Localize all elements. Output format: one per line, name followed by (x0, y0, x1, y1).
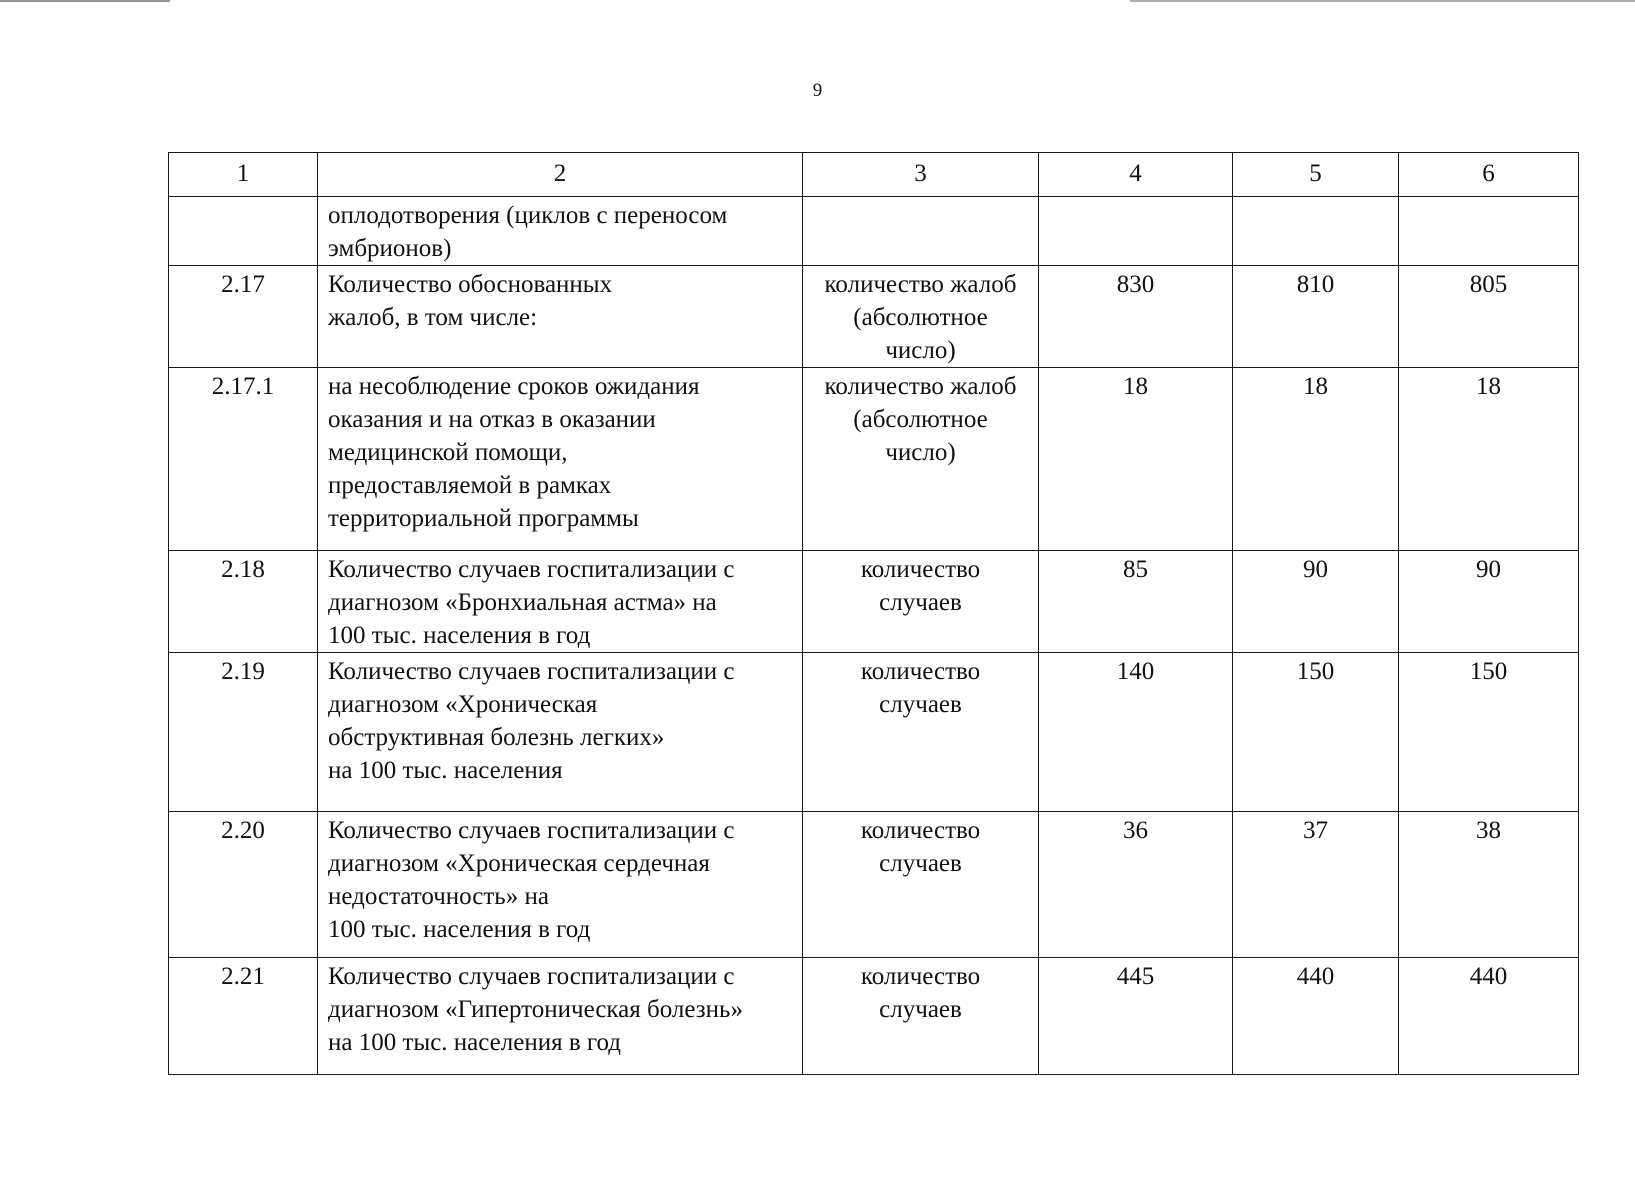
indicator-name: на несоблюдение сроков ожидания оказания и на отказ в оказании медицинской помощи, предоставляемой в рамках территориальной программы (318, 368, 803, 551)
value-col-5: 440 (1233, 958, 1399, 1075)
row-number: 2.20 (169, 812, 318, 958)
value-col-4: 36 (1039, 812, 1233, 958)
value-col-5: 37 (1233, 812, 1399, 958)
value-col-4: 140 (1039, 653, 1233, 812)
value-col-6: 38 (1399, 812, 1579, 958)
value-col-5: 810 (1233, 266, 1399, 368)
value-col-5: 90 (1233, 551, 1399, 653)
table-row (169, 368, 1579, 551)
unit-of-measure (803, 197, 1039, 266)
value-col-4 (1039, 197, 1233, 266)
header-cell-1: 1 (169, 153, 318, 197)
header-cell-3: 3 (803, 153, 1039, 197)
value-col-6: 90 (1399, 551, 1579, 653)
row-number (169, 197, 318, 266)
row-number: 2.17.1 (169, 368, 318, 551)
unit-of-measure: количество случаев (803, 812, 1039, 958)
value-col-4: 445 (1039, 958, 1233, 1075)
table-header-row (169, 153, 1579, 197)
unit-of-measure: количество жалоб (абсолютное число) (803, 368, 1039, 551)
indicator-name: Количество случаев госпитализации с диагнозом «Гипертоническая болезнь» на 100 тыс. населения в год (318, 958, 803, 1075)
header-cell-5: 5 (1233, 153, 1399, 197)
page-number: 9 (812, 80, 823, 101)
table-row (169, 958, 1579, 1075)
header-cell-6: 6 (1399, 153, 1579, 197)
unit-of-measure: количество случаев (803, 653, 1039, 812)
unit-of-measure: количество жалоб (абсолютное число) (803, 266, 1039, 368)
table-row (169, 197, 1579, 266)
header-cell-2: 2 (318, 153, 803, 197)
indicator-name: Количество случаев госпитализации с диагнозом «Хроническая обструктивная болезнь легких» на 100 тыс. населения (318, 653, 803, 812)
table-row (169, 812, 1579, 958)
value-col-5: 150 (1233, 653, 1399, 812)
value-col-6: 150 (1399, 653, 1579, 812)
indicator-name: Количество случаев госпитализации с диагнозом «Хроническая сердечная недостаточность» на 100 тыс. населения в год (318, 812, 803, 958)
scan-edge-line (0, 0, 1635, 2)
value-col-4: 85 (1039, 551, 1233, 653)
table-row (169, 266, 1579, 368)
value-col-4: 18 (1039, 368, 1233, 551)
row-number: 2.21 (169, 958, 318, 1075)
value-col-5: 18 (1233, 368, 1399, 551)
indicator-name: оплодотворения (циклов с переносом эмбрионов) (318, 197, 803, 266)
table-row (169, 653, 1579, 812)
indicators-table (168, 152, 1579, 1075)
indicator-name: Количество случаев госпитализации с диагнозом «Бронхиальная астма» на 100 тыс. населения в год (318, 551, 803, 653)
value-col-6: 440 (1399, 958, 1579, 1075)
table-row (169, 551, 1579, 653)
indicator-name: Количество обоснованных жалоб, в том числе: (318, 266, 803, 368)
value-col-6 (1399, 197, 1579, 266)
unit-of-measure: количество случаев (803, 551, 1039, 653)
value-col-5 (1233, 197, 1399, 266)
value-col-6: 18 (1399, 368, 1579, 551)
header-cell-4: 4 (1039, 153, 1233, 197)
row-number: 2.17 (169, 266, 318, 368)
row-number: 2.18 (169, 551, 318, 653)
value-col-4: 830 (1039, 266, 1233, 368)
value-col-6: 805 (1399, 266, 1579, 368)
unit-of-measure: количество случаев (803, 958, 1039, 1075)
row-number: 2.19 (169, 653, 318, 812)
